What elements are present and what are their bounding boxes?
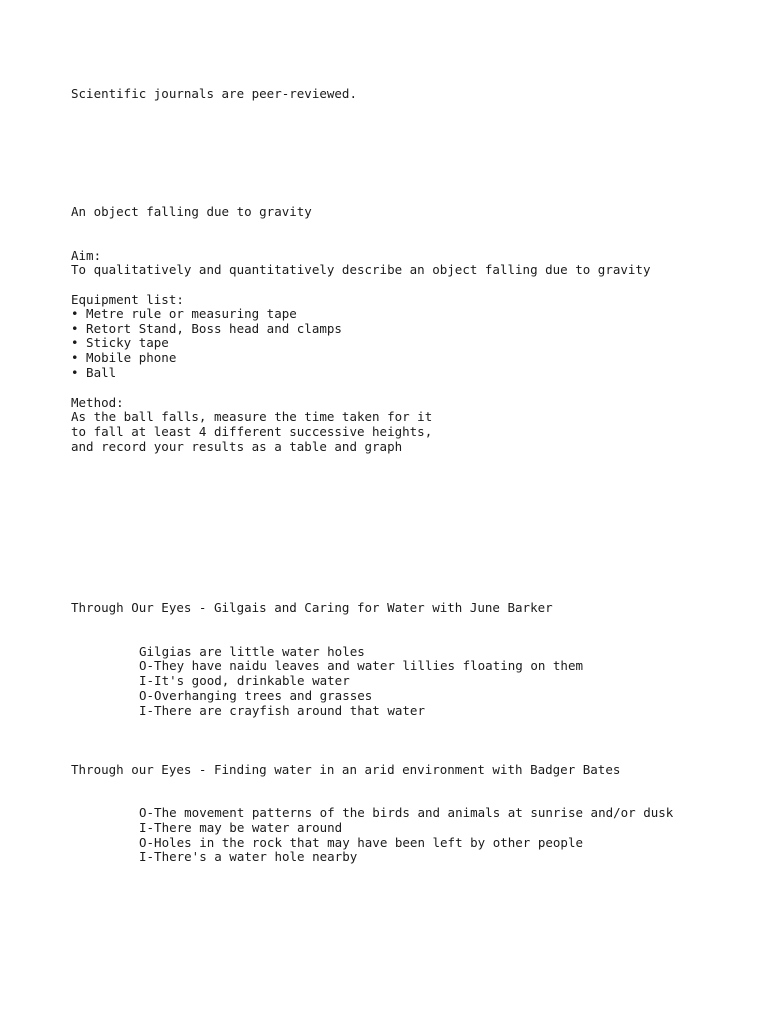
method-line: to fall at least 4 different successive heights,	[71, 424, 433, 439]
method-line: and record your results as a table and graph	[71, 439, 403, 454]
equipment-item-sticky-tape: • Sticky tape	[71, 335, 169, 350]
arid-title: Through our Eyes - Finding water in an arid environment with Badger Bates	[71, 762, 621, 777]
equipment-label: Equipment list:	[71, 292, 184, 307]
aim-text: To qualitatively and quantitatively describe an object falling due to gravity	[71, 262, 651, 277]
equipment-item-ball: • Ball	[71, 365, 117, 380]
experiment-title: An object falling due to gravity	[71, 204, 312, 219]
equipment-item-metre-rule: • Metre rule or measuring tape	[71, 306, 297, 321]
method-line: As the ball falls, measure the time taken for it	[71, 409, 433, 424]
arid-line: I-There may be water around	[139, 820, 343, 835]
method-label: Method:	[71, 395, 124, 410]
journals-statement: Scientific journals are peer-reviewed.	[71, 86, 357, 101]
gilgais-line: Gilgias are little water holes	[139, 644, 365, 659]
arid-line: O-Holes in the rock that may have been left by other people	[139, 835, 584, 850]
equipment-item-mobile-phone: • Mobile phone	[71, 350, 177, 365]
gilgais-title: Through Our Eyes - Gilgais and Caring for Water with June Barker	[71, 600, 553, 615]
equipment-item-retort-stand: • Retort Stand, Boss head and clamps	[71, 321, 342, 336]
gilgais-line: O-Overhanging trees and grasses	[139, 688, 373, 703]
gilgais-line: O-They have naidu leaves and water lillies floating on them	[139, 658, 584, 673]
arid-line: O-The movement patterns of the birds and animals at sunrise and/or dusk	[139, 805, 674, 820]
gilgais-line: I-There are crayfish around that water	[139, 703, 425, 718]
arid-line: I-There's a water hole nearby	[139, 849, 358, 864]
aim-label: Aim:	[71, 248, 102, 263]
gilgais-line: I-It's good, drinkable water	[139, 673, 350, 688]
